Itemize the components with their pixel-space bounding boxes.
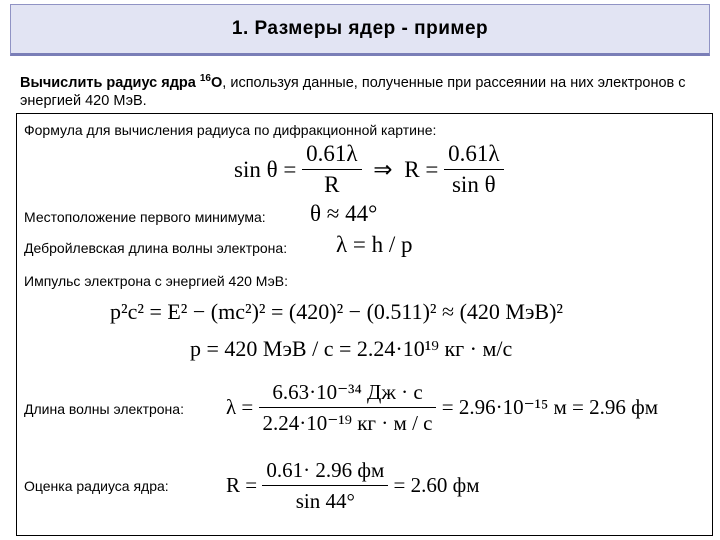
wavelength-fraction (259, 379, 437, 436)
title-banner (10, 4, 710, 56)
diffraction-r-eq: R = (404, 156, 439, 182)
label-momentum: Импульс электрона с энергией 420 МэВ: (24, 273, 288, 289)
equation-minimum: θ ≈ 44° (310, 201, 378, 226)
isotope-symbol: O (211, 74, 223, 91)
diffraction-num-2: 0.61λ (444, 141, 503, 170)
label-radius: Оценка радиуса ядра: (24, 478, 169, 494)
wavelength-num: 6.63·10⁻³⁴ Дж · с (259, 379, 437, 408)
equation-momentum: p = 420 МэВ / c = 2.24·10¹⁹ кг · м/с (190, 336, 513, 361)
radius-lhs: R = (226, 473, 258, 497)
equation-energy: p²c² = E² − (mc²)² = (420)² − (0.511)² ≈ (420 МэВ)² (110, 299, 564, 324)
label-minimum: Местоположение первого минимума: (24, 209, 266, 225)
equation-debroglie: λ = h / p (336, 232, 413, 257)
diffraction-fraction-1 (302, 141, 361, 198)
equation-diffraction (234, 141, 504, 198)
label-wavelength: Длина волны электрона: (24, 401, 184, 417)
diffraction-den-1: R (324, 172, 340, 197)
diffraction-den-2: sin θ (451, 172, 496, 197)
diffraction-fraction-2 (444, 141, 503, 198)
slide-title: 1. Размеры ядер - пример (231, 18, 489, 39)
equation-radius (226, 457, 480, 514)
problem-statement (20, 70, 700, 110)
radius-rhs: = 2.60 фм (393, 473, 480, 497)
diffraction-lhs: sin θ = (234, 156, 297, 182)
label-formula: Формула для вычисления радиуса по дифракционной картине: (24, 122, 437, 138)
isotope-mass: 16 (199, 73, 211, 84)
equation-wavelength (226, 379, 658, 436)
intro-bold: Вычислить радиус ядра (20, 74, 196, 91)
intro-text: , используя данные, полученные при рассеянии на них электронов с энергией 420 МэВ. (20, 74, 686, 109)
radius-num: 0.61· 2.96 фм (262, 457, 388, 486)
diffraction-num-1: 0.61λ (302, 141, 361, 170)
implies-arrow: ⇒ (373, 156, 393, 182)
wavelength-den: 2.24·10⁻¹⁹ кг · м / с (262, 411, 433, 435)
radius-den: sin 44° (295, 489, 355, 513)
radius-fraction (262, 457, 388, 514)
wavelength-lhs: λ = (226, 395, 254, 419)
wavelength-rhs: = 2.96·10⁻¹⁵ м = 2.96 фм (441, 395, 659, 419)
label-debroglie: Дебройлевская длина волны электрона: (24, 240, 288, 256)
